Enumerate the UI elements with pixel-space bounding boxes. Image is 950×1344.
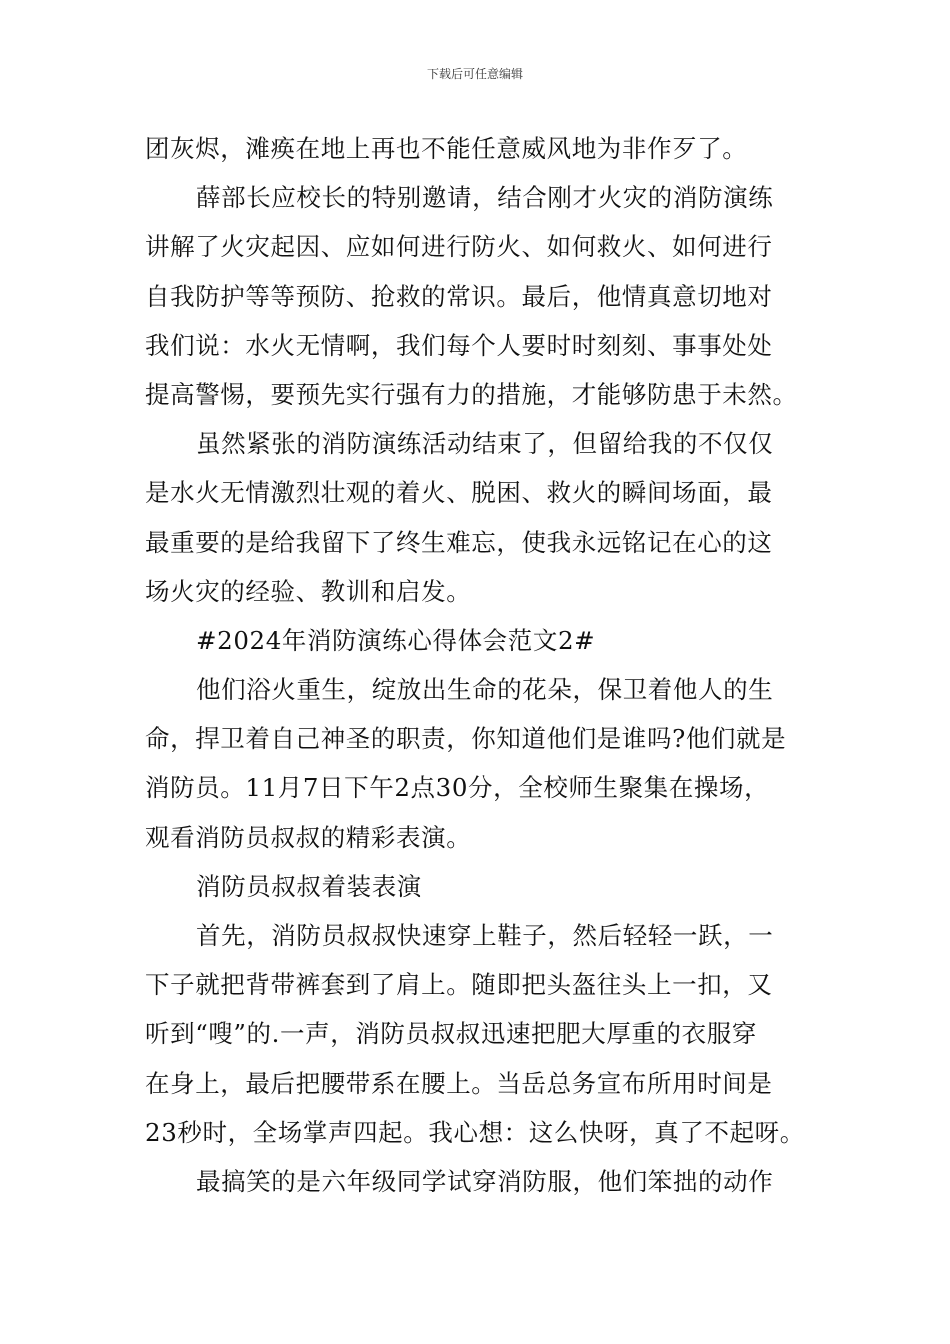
text-line: 命，捍卫着自己神圣的职责，你知道他们是谁吗?他们就是 <box>145 724 787 754</box>
text-line: 是水火无情激烈壮观的着火、脱困、救火的瞬间场面，最 <box>145 478 773 508</box>
text-line: 我们说：水火无情啊，我们每个人要时时刻刻、事事处处 <box>145 330 773 360</box>
text-line: 团灰烬，滩痪在地上再也不能任意威风地为非作歹了。 <box>145 134 748 163</box>
text-line: 消防员。11月7日下午2点30分，全校师生聚集在操场， <box>145 773 770 803</box>
text-line: 提高警惕，要预先实行强有力的措施，才能够防患于未然。 <box>145 379 798 409</box>
text-line: 下子就把背带裤套到了肩上。随即把头盔往头上一扣，又 <box>145 970 773 1000</box>
document-body <box>145 124 807 1206</box>
page-header-note: 下载后可任意编辑 <box>426 67 523 81</box>
text-line: 自我防护等等预防、抢救的常识。最后，他情真意切地对 <box>145 281 773 311</box>
text-line: 在身上，最后把腰带系在腰上。当岳总务宣布所用时间是 <box>145 1068 773 1098</box>
paragraph-start-line: 首先，消防员叔叔快速穿上鞋子，然后轻轻一跃，一 <box>196 921 774 950</box>
section-heading: #2024年消防演练心得体会范文2# <box>196 625 596 655</box>
text-line: 讲解了火灾起因、应如何进行防火、如何救火、如何进行 <box>145 232 773 262</box>
text-line: 场火灾的经验、教训和启发。 <box>145 576 472 606</box>
paragraph-start-line: 他们浴火重生，绽放出生命的花朵，保卫着他人的生 <box>196 675 774 705</box>
text-line: 观看消防员叔叔的精彩表演。 <box>145 822 472 852</box>
paragraph-start-line: 薛部长应校长的特别邀请，结合刚才火灾的消防演练 <box>196 183 774 213</box>
text-line: 23秒时，全场掌声四起。我心想：这么快呀，真了不起呀。 <box>145 1117 805 1147</box>
paragraph-start-line: 最搞笑的是六年级同学试穿消防服，他们笨拙的动作 <box>196 1166 774 1196</box>
text-line: 听到“嗖”的.一声，消防员叔叔迅速把肥大厚重的衣服穿 <box>145 1019 757 1049</box>
paragraph-start-line: 虽然紧张的消防演练活动结束了，但留给我的不仅仅 <box>196 429 774 459</box>
text-line: 最重要的是给我留下了终生难忘，使我永远铭记在心的这 <box>145 527 773 557</box>
subheading: 消防员叔叔着装表演 <box>196 871 422 901</box>
